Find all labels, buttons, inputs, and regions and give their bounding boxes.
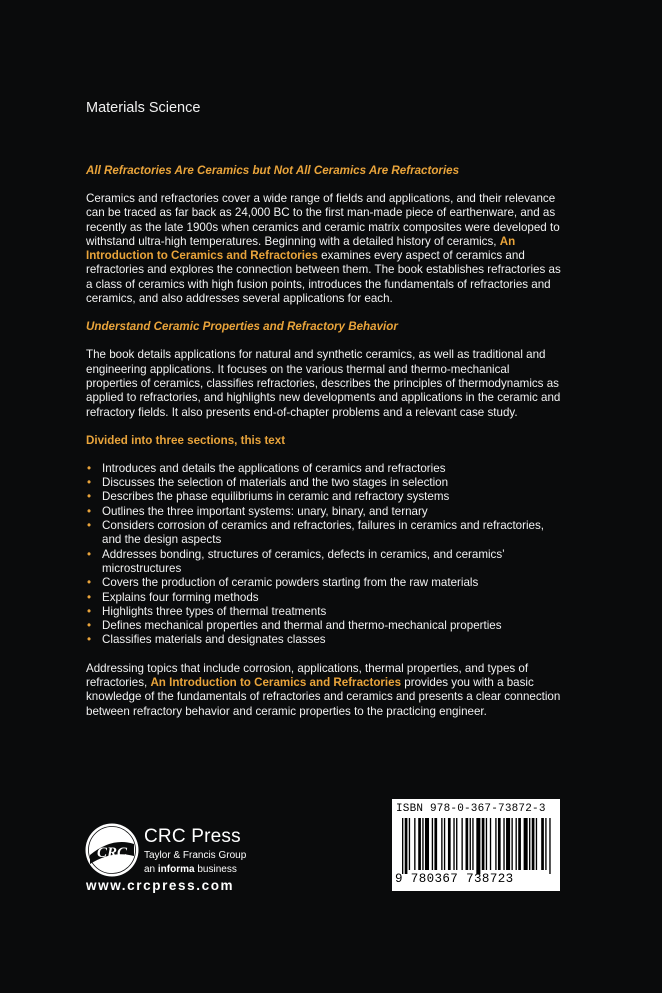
crc-logo-icon	[84, 822, 140, 878]
barcode-bar	[476, 818, 480, 874]
barcode-bar	[498, 818, 501, 870]
description-content	[86, 164, 564, 733]
barcode-bar	[453, 818, 454, 870]
barcode-bar	[434, 818, 437, 870]
barcode-bar	[511, 818, 512, 870]
list-item: • Explains four forming methods	[86, 591, 564, 605]
publisher-informa	[144, 864, 237, 875]
barcode-bar	[506, 818, 510, 870]
publisher-group: Taylor & Francis Group	[144, 850, 247, 861]
barcode-digits: 9 780367 738723	[395, 872, 514, 886]
feature-list	[86, 462, 564, 648]
barcode-bar	[545, 818, 546, 870]
barcode-bar	[532, 818, 535, 870]
list-item: • Introduces and details the applications of ceramics and refractories	[86, 462, 564, 476]
section1-text-after: examines every aspect of ceramics and refractories and explores the connection between them. The book establishes refractories as a class of ceramics with high fusion points, introduces the fundamentals of refractories and ceramics, and also addresses several applications for each.	[86, 249, 561, 306]
barcode-bar	[529, 818, 530, 870]
list-item: • Describes the phase equilibriums in ceramic and refractory systems	[86, 490, 564, 504]
barcode-bar	[456, 818, 457, 870]
section1-paragraph	[86, 192, 564, 306]
publisher-url: www.crcpress.com	[86, 878, 235, 893]
barcode-bar	[425, 818, 429, 870]
list-item: • Covers the production of ceramic powders starting from the raw materials	[86, 576, 564, 590]
barcode-bar	[490, 818, 491, 870]
section1-book-title: An Introduction to Ceramics and Refractories	[86, 234, 516, 263]
barcode-bar	[482, 818, 485, 870]
barcode-bar	[422, 818, 423, 870]
section2-heading: Understand Ceramic Properties and Refractory Behavior	[86, 320, 398, 334]
list-item: • Highlights three types of thermal treatments	[86, 605, 564, 619]
isbn-barcode	[392, 799, 560, 891]
section1-text-before: Ceramics and refractories cover a wide range of fields and applications, and their relevance can be traced as far back as 24,000 BC to the first man-made piece of earthenware, and as recently as the late 1900s when ceramics and ceramic matrix composites were developed to withstand ultra-high temperatures. Beginning with a detailed history of ceramics,	[86, 192, 560, 248]
barcode-bar	[414, 818, 415, 870]
list-item: • Outlines the three important systems: unary, binary, and ternary	[86, 505, 564, 519]
section3-heading: Divided into three sections, this text	[86, 433, 286, 447]
list-item: • Classifies materials and designates classes	[86, 633, 564, 647]
list-item: • Addresses bonding, structures of ceramics, defects in ceramics, and ceramics’ microstructures	[86, 548, 564, 577]
barcode-bar	[495, 818, 496, 870]
barcode-bar	[432, 818, 433, 870]
barcode-bar	[536, 818, 537, 870]
publisher-block	[84, 820, 324, 900]
barcode-bar	[441, 818, 442, 870]
barcode-bar	[470, 818, 471, 870]
section2-paragraph: The book details applications for natural and synthetic ceramics, as well as traditional and engineering applications. It focuses on the various thermal and thermo-mechanical properties of ceramics, classifies refractories, describes the principles of thermodynamics as applied to refractories, and highlights new developments and applications in the ceramic and refractory fields. It also presents end-of-chapter problems and a relevant case study.	[86, 348, 561, 419]
logo-text: CRC	[96, 845, 128, 861]
barcode-bar	[461, 818, 462, 870]
closing-book-title: An Introduction to Ceramics and Refractories	[150, 676, 402, 690]
barcode-bar	[472, 818, 473, 870]
closing-text-before: Addressing topics that include corrosion, applications, thermal properties, and types of refractories,	[86, 661, 529, 690]
barcode-bar	[549, 818, 550, 874]
informa-suffix: business	[194, 864, 237, 875]
isbn-label: ISBN 978-0-367-73872-3	[396, 803, 546, 815]
list-item: • Considers corrosion of ceramics and refractories, failures in ceramics and refractories, and the design aspects	[86, 519, 564, 548]
publisher-name: CRC Press	[144, 826, 241, 847]
barcode-bar	[524, 818, 528, 870]
barcode-bar	[541, 818, 544, 870]
barcode-bar	[448, 818, 451, 870]
informa-prefix: an	[144, 864, 158, 875]
barcode-bar	[516, 818, 517, 870]
barcode-bar	[466, 818, 469, 870]
barcode-bar	[444, 818, 445, 870]
section1-heading: All Refractories Are Ceramics but Not All Ceramics Are Refractories	[86, 164, 460, 177]
list-item: • Discusses the selection of materials and the two stages in selection	[86, 476, 564, 490]
barcode-bar	[409, 818, 410, 870]
closing-text-after: provides you with a basic knowledge of the fundamentals of refractories and ceramics and presents a clear connection between refractory behavior and ceramic properties to the practicing engineer.	[86, 676, 561, 718]
barcode-bars	[402, 818, 552, 874]
barcode-bar	[518, 818, 521, 870]
barcode-bar	[503, 818, 504, 870]
barcode-bar	[405, 818, 408, 874]
barcode-bar	[402, 818, 403, 874]
informa-bold: informa	[157, 864, 195, 875]
closing-paragraph	[86, 662, 564, 719]
category-label: Materials Science	[86, 100, 201, 116]
barcode-bar	[486, 818, 487, 870]
list-item: • Defines mechanical properties and thermal and thermo-mechanical properties	[86, 619, 564, 633]
barcode-bar	[418, 818, 421, 870]
